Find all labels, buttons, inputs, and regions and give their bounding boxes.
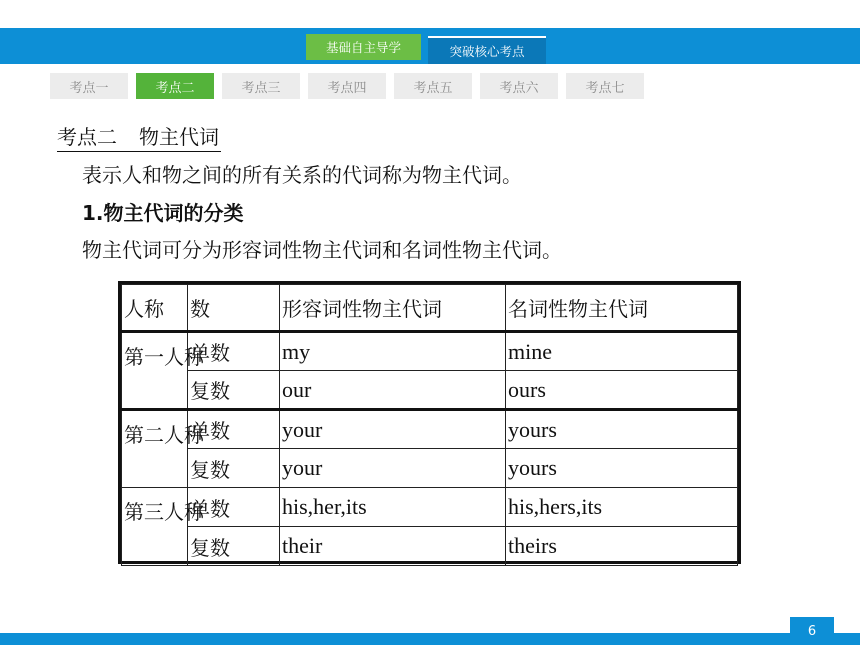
tab-basic-guide[interactable]: 基础自主导学 [306,34,421,60]
point-tab-5[interactable]: 考点五 [394,73,472,99]
point-tab-1[interactable]: 考点一 [50,73,128,99]
header-number: 数 [188,285,280,332]
table-row [122,488,738,527]
number-cell: 复数 [188,449,280,488]
person-cell: 第一人称 [122,332,188,410]
point-tab-6[interactable]: 考点六 [480,73,558,99]
point-tab-4[interactable]: 考点四 [308,73,386,99]
section-heading [57,123,221,152]
table-row [122,371,738,410]
page-number: 6 [790,617,834,645]
noun-cell: mine [506,332,738,371]
adjective-cell: our [280,371,506,410]
person-cell: 第三人称 [122,488,188,566]
number-cell: 单数 [188,332,280,371]
bottom-bar [0,633,860,645]
header-noun: 名词性物主代词 [506,285,738,332]
heading-number: 考点二 [57,125,117,149]
person-cell: 第二人称 [122,410,188,488]
noun-cell: yours [506,410,738,449]
table-header-row [122,285,738,332]
classification-paragraph: 物主代词可分为形容词性物主代词和名词性物主代词。 [82,238,562,262]
number-cell: 单数 [188,410,280,449]
subheading-classification: 1.物主代词的分类 [82,201,244,225]
noun-cell: theirs [506,527,738,566]
heading-title: 物主代词 [139,125,219,149]
noun-cell: his,hers,its [506,488,738,527]
header-person: 人称 [122,285,188,332]
noun-cell: ours [506,371,738,410]
tab-core-points[interactable]: 突破核心考点 [428,36,546,64]
table-row [122,527,738,566]
table-row [122,332,738,371]
table-row [122,449,738,488]
adjective-cell: their [280,527,506,566]
intro-paragraph: 表示人和物之间的所有关系的代词称为物主代词。 [82,163,522,187]
number-cell: 单数 [188,488,280,527]
point-tab-2[interactable]: 考点二 [136,73,214,99]
adjective-cell: your [280,449,506,488]
number-cell: 复数 [188,371,280,410]
adjective-cell: my [280,332,506,371]
point-tab-7[interactable]: 考点七 [566,73,644,99]
point-tab-3[interactable]: 考点三 [222,73,300,99]
adjective-cell: his,her,its [280,488,506,527]
possessive-pronoun-table [118,281,741,564]
number-cell: 复数 [188,527,280,566]
noun-cell: yours [506,449,738,488]
point-tabs [50,73,652,99]
header-adjective: 形容词性物主代词 [280,285,506,332]
top-nav-bar [0,28,860,64]
table-row [122,410,738,449]
adjective-cell: your [280,410,506,449]
